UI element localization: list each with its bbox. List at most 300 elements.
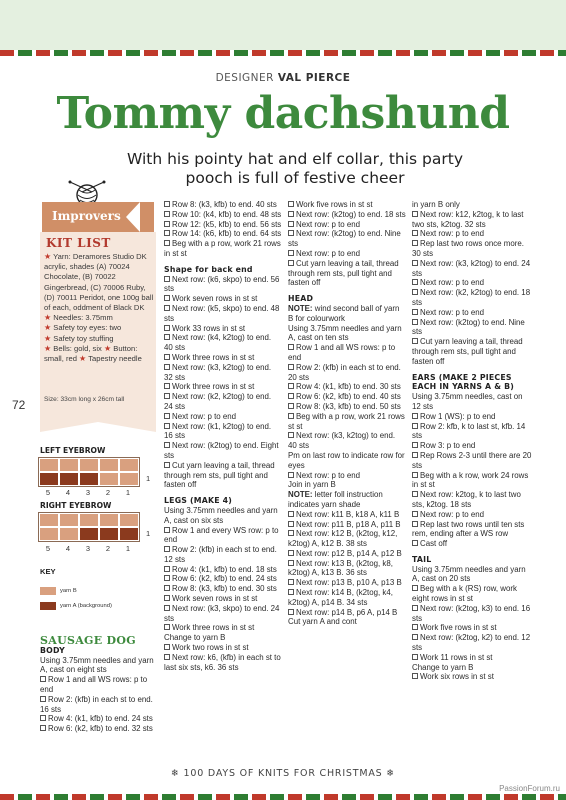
- checkbox-icon: [412, 442, 418, 448]
- checkbox-icon: [164, 276, 170, 282]
- checkbox-icon: [288, 609, 294, 615]
- chart-row-number: 1: [146, 474, 151, 483]
- head-intro: Using 3.75mm needles and yarn A, cast on ten sts: [288, 323, 402, 343]
- checkbox-icon: [412, 585, 418, 591]
- right-eyebrow-chart: [38, 512, 140, 542]
- tail-intro: Using 3.75mm needles and yarn A, cast on 20 sts: [412, 564, 526, 584]
- instruction-row: [412, 633, 532, 653]
- chart-cell: [99, 472, 119, 486]
- checkbox-icon: [288, 521, 294, 527]
- checkbox-icon: [164, 354, 170, 360]
- instruction-row: [412, 318, 532, 338]
- instruction-text: Next row: k13 B, (k2tog, k8, k2tog) A, k13 B. 36 sts: [288, 558, 393, 578]
- checkbox-icon: [164, 462, 170, 468]
- instruction-row: [412, 288, 532, 308]
- checkbox-icon: [412, 491, 418, 497]
- instruction-text: Rep last two rows until ten sts rem, ending after a WS row: [412, 519, 525, 539]
- chart-cell: [59, 458, 79, 472]
- designer-name: VAL PIERCE: [277, 72, 351, 84]
- checkbox-icon: [412, 673, 418, 679]
- instruction-text: Work two rows in st st: [172, 643, 249, 653]
- checkbox-icon: [164, 585, 170, 591]
- column-1: [40, 636, 158, 734]
- instruction-row: [164, 653, 282, 673]
- kit-list-title: KIT LIST: [46, 236, 111, 250]
- instruction-text: Beg with a p row, work 21 rows st st: [288, 411, 405, 431]
- note: [288, 490, 406, 510]
- star-icon: ★: [44, 313, 52, 323]
- chart-cell: [39, 458, 59, 472]
- page-number: 72: [12, 398, 26, 412]
- column-number: 5: [45, 488, 51, 497]
- instruction-row: [164, 363, 282, 383]
- legs-change: Change to yarn B: [164, 633, 226, 643]
- instruction-text: Cast off: [420, 539, 448, 549]
- instruction-text: Next row: (k3, skpo) to end. 24 sts: [164, 603, 280, 623]
- head-heading: HEAD: [288, 294, 314, 304]
- instruction-text: Next row: (k3, k2tog) to end. 40 sts: [288, 431, 396, 451]
- join-line: Join in yarn B: [288, 480, 336, 490]
- note-label: NOTE:: [288, 303, 313, 313]
- checkbox-icon: [164, 305, 170, 311]
- checkbox-icon: [412, 319, 418, 325]
- checkbox-icon: [40, 696, 46, 702]
- checkbox-icon: [288, 511, 294, 517]
- chart-cell: [119, 513, 139, 527]
- instruction-text: Cut yarn leaving a tail, thread through rem sts, pull tight and fasten off: [164, 460, 275, 490]
- instruction-text: Cut yarn leaving a tail, thread through rem sts, pull tight and fasten off: [412, 337, 523, 366]
- checkbox-icon: [412, 279, 418, 285]
- instruction-text: Beg with a k row, work 24 rows in st st: [412, 470, 529, 490]
- instruction-text: Next row: p to end: [420, 278, 485, 288]
- column-number: 5: [45, 544, 51, 553]
- instruction-row: [412, 210, 532, 230]
- checkbox-icon: [412, 211, 418, 217]
- instruction-text: Work five rows in st st: [420, 623, 497, 633]
- column-4: [412, 200, 532, 682]
- checkbox-icon: [288, 383, 294, 389]
- instruction-text: Next row: p to end: [296, 248, 361, 258]
- instruction-row: [164, 382, 282, 392]
- instruction-text: Work six rows in st st: [420, 672, 494, 682]
- chart-cell: [99, 458, 119, 472]
- chart-row-number: 1: [146, 529, 151, 538]
- footer-title: ❄ 100 DAYS OF KNITS FOR CHRISTMAS ❄: [170, 768, 396, 779]
- instruction-text: Work seven rows in st st: [172, 294, 258, 304]
- checkbox-icon: [164, 654, 170, 660]
- chart-cell: [99, 513, 119, 527]
- chart-cell: [39, 472, 59, 486]
- instruction-text: Row 3: p to end: [420, 441, 476, 451]
- checkbox-icon: [288, 221, 294, 227]
- page-title: Tommy dachshund: [56, 88, 510, 139]
- instruction-row: [412, 584, 532, 604]
- instruction-row: [412, 604, 532, 624]
- chart-cell: [99, 527, 119, 541]
- star-icon: ★: [44, 343, 52, 353]
- checkbox-icon: [412, 624, 418, 630]
- note-text: letter foll instruction indicates yarn shade: [288, 490, 383, 509]
- instruction-text: Work three rows in st st: [172, 382, 255, 392]
- instruction-row: [288, 431, 406, 451]
- instruction-text: Next row: p to end: [172, 411, 237, 421]
- checkbox-icon: [412, 540, 418, 546]
- instruction-text: Next row: (k2tog, k3) to end. 16 sts: [412, 603, 531, 623]
- chart-cell: [39, 513, 59, 527]
- instruction-row: [288, 412, 406, 432]
- top-dashed-border: [0, 50, 566, 56]
- instruction-row: [164, 333, 282, 353]
- kit-item: ★ Needles: 3.75mm: [44, 313, 113, 323]
- checkbox-icon: [164, 413, 170, 419]
- checkbox-icon: [164, 527, 170, 533]
- checkbox-icon: [412, 521, 418, 527]
- instruction-row: [288, 520, 406, 530]
- instruction-row: [164, 422, 282, 442]
- chart-cell: [59, 527, 79, 541]
- instruction-text: Row 2: (kfb) in each st to end. 20 sts: [288, 362, 401, 382]
- instruction-row: [412, 229, 532, 239]
- checkbox-icon: [164, 325, 170, 331]
- checkbox-icon: [288, 260, 294, 266]
- instruction-text: Next row: (k2, k2tog) to end. 24 sts: [164, 392, 272, 411]
- checkbox-icon: [288, 589, 294, 595]
- chart-cell: [119, 472, 139, 486]
- column-number: 1: [125, 488, 131, 497]
- chart-cell: [79, 472, 99, 486]
- instruction-text: Work 33 rows in st st: [172, 323, 246, 333]
- instruction-row: [164, 643, 282, 653]
- skill-badge-notch: [126, 202, 140, 232]
- checkbox-icon: [288, 560, 294, 566]
- checkbox-icon: [164, 595, 170, 601]
- instruction-row: [412, 337, 532, 366]
- column-number: 4: [65, 488, 71, 497]
- instruction-row: [288, 549, 406, 559]
- checkbox-icon: [288, 201, 294, 207]
- instruction-text: Row 1 (WS): p to end: [420, 411, 496, 421]
- star-icon: ★: [44, 323, 52, 333]
- instruction-text: Next row: k6, (kfb) in each st to last six sts, k6. 36 sts: [164, 652, 281, 672]
- instruction-text: Work 11 rows in st st: [420, 652, 493, 662]
- chart-cell: [79, 458, 99, 472]
- instruction-text: Next row: (k1, k2tog) to end. 16 sts: [164, 421, 272, 441]
- instruction-text: Row 1 and every WS row: p to end: [164, 525, 279, 545]
- key-title: KEY: [40, 567, 56, 576]
- chart-cell: [79, 527, 99, 541]
- instruction-text: Next row: k12 B, (k2tog, k12, k2tog) A, k12 B. 38 sts: [288, 529, 398, 549]
- instruction-row: Row 1 and all WS rows: p to end: [40, 675, 148, 694]
- instruction-row: [164, 275, 282, 295]
- checkbox-icon: [164, 295, 170, 301]
- key-label: yarn A (background): [60, 603, 112, 609]
- column-3: [288, 200, 406, 627]
- instruction-text: Row 8: (k3, kfb) to end. 40 sts: [172, 200, 277, 209]
- checkbox-icon: [412, 413, 418, 419]
- instruction-text: Next row: p to end: [296, 219, 361, 229]
- checkbox-icon: [164, 393, 170, 399]
- checkbox-icon: [40, 725, 46, 731]
- instruction-row: [288, 608, 406, 618]
- instruction-text: Row 4: (k1, kfb) to end. 30 sts: [296, 382, 401, 392]
- checkbox-icon: [412, 289, 418, 295]
- instruction-text: Row 10: (k4, kfb) to end. 48 sts: [172, 209, 282, 219]
- instruction-row: [164, 441, 282, 461]
- instruction-text: Next row: (k2, k2tog) to end. 18 sts: [412, 288, 531, 307]
- body-heading: BODY: [40, 645, 65, 655]
- checkbox-icon: [412, 511, 418, 517]
- checkbox-icon: [164, 575, 170, 581]
- instruction-row: [412, 653, 532, 663]
- ears-intro: Using 3.75mm needles, cast on 12 sts: [412, 392, 523, 411]
- instruction-row: [164, 461, 282, 490]
- instruction-row: [412, 441, 532, 451]
- instruction-row: [288, 471, 406, 481]
- checkbox-icon: [164, 230, 170, 236]
- skill-badge-label: Improvers: [52, 209, 121, 223]
- instruction-text: Next row: p to end: [296, 470, 361, 480]
- instruction-row: [164, 324, 282, 334]
- instruction-row: [164, 200, 282, 210]
- instruction-row: [164, 210, 282, 220]
- checkbox-icon: [288, 432, 294, 438]
- checkbox-icon: [288, 211, 294, 217]
- column-number: 4: [65, 544, 71, 553]
- key-label: yarn B: [60, 588, 77, 594]
- checkbox-icon: [40, 715, 46, 721]
- instruction-text: Next row: (k2tog, k2) to end. 12 sts: [412, 633, 531, 653]
- instruction-text: Next row: (k4, k2tog) to end. 40 sts: [164, 333, 272, 353]
- checkbox-icon: [164, 442, 170, 448]
- chart-cell: [79, 513, 99, 527]
- instruction-row: [164, 304, 282, 324]
- instruction-row: [288, 259, 406, 288]
- instruction-row: [288, 588, 406, 608]
- checkbox-icon: [412, 423, 418, 429]
- top-band: [0, 0, 566, 50]
- instruction-row: [288, 220, 406, 230]
- checkbox-icon: [164, 423, 170, 429]
- left-eyebrow-column-numbers: [38, 488, 138, 497]
- instruction-row: [164, 574, 282, 584]
- finished-size: Size: 33cm long x 26cm tall: [44, 396, 125, 403]
- instruction-text: Next row: (k2tog) to end. 18 sts: [296, 209, 406, 219]
- instruction-text: Next row: p to end: [420, 229, 485, 239]
- kit-item: ★ Safety toy stuffing: [44, 333, 114, 343]
- checkbox-icon: [164, 240, 170, 246]
- checkbox-icon: [164, 211, 170, 217]
- instruction-row: Row 2: (kfb) in each st to end. 16 sts: [40, 694, 153, 714]
- star-icon: ★: [44, 333, 52, 343]
- instruction-row: [288, 392, 406, 402]
- checkbox-icon: [288, 403, 294, 409]
- instruction-row: [412, 539, 532, 549]
- instruction-text: Next row: (k5, skpo) to end. 48 sts: [164, 303, 280, 323]
- col4-intro: in yarn B only: [412, 200, 460, 209]
- instruction-row: [412, 672, 532, 682]
- instruction-row: [412, 623, 532, 633]
- instruction-text: Row 6: (k2, kfb) to end. 24 sts: [172, 574, 277, 584]
- instruction-row: [288, 343, 406, 363]
- instruction-row: [164, 623, 282, 633]
- instruction-text: Row 1 and all WS rows: p to end: [288, 343, 396, 362]
- instruction-row: [288, 402, 406, 412]
- body-intro: Using 3.75mm needles and yarn A, cast on eight sts: [40, 655, 154, 675]
- checkbox-icon: [164, 221, 170, 227]
- tail-heading: TAIL: [412, 554, 432, 564]
- instruction-text: Next row: p14 B, p6 A, p14 B: [296, 607, 398, 617]
- checkbox-icon: [288, 472, 294, 478]
- column-number: 2: [105, 544, 111, 553]
- instruction-row: Row 4: (k1, kfb) to end. 24 sts: [40, 714, 158, 724]
- designer-prefix: DESIGNER: [215, 72, 274, 84]
- instruction-text: Next row: p to end: [420, 509, 485, 519]
- chart-cell: [59, 513, 79, 527]
- checkbox-icon: [412, 260, 418, 266]
- column-number: 1: [125, 544, 131, 553]
- left-eyebrow-chart: [38, 457, 140, 487]
- instruction-text: Row 6: (k2, kfb) to end. 40 sts: [296, 392, 401, 402]
- kit-list: [44, 252, 154, 364]
- instruction-row: [412, 278, 532, 288]
- instruction-row: [288, 578, 406, 588]
- checkbox-icon: [40, 676, 46, 682]
- star-icon: ★: [44, 252, 52, 261]
- instruction-text: Next row: k11 B, k18 A, k11 B: [296, 509, 400, 519]
- instruction-text: Next row: k12, k2tog, k to last two sts, k2tog. 32 sts: [412, 209, 524, 229]
- shape-heading: Shape for back end: [164, 264, 253, 274]
- instruction-text: Next row: k2tog, k to last two sts, k2tog. 18 sts: [412, 490, 521, 509]
- instruction-row: [164, 239, 282, 259]
- instruction-text: Work three rows in st st: [172, 352, 255, 362]
- checkbox-icon: [412, 309, 418, 315]
- checkbox-icon: [412, 605, 418, 611]
- instruction-text: Next row: p13 B, p10 A, p13 B: [296, 578, 402, 588]
- instruction-row: [412, 471, 532, 491]
- instruction-text: Beg with a k (RS) row, work eight rows in st st: [412, 584, 517, 604]
- ears-heading: EARS (MAKE 2 PIECES EACH IN YARNS A & B): [412, 372, 515, 392]
- instruction-row: [164, 565, 282, 575]
- instruction-row: [164, 545, 282, 565]
- kit-list-box-tail: [40, 422, 156, 432]
- instruction-text: Next row: k14 B, (k2tog, k4, k2tog) A, p14 B. 34 sts: [288, 588, 393, 607]
- instruction-row: [412, 520, 532, 540]
- checkbox-icon: [288, 230, 294, 236]
- checkbox-icon: [288, 530, 294, 536]
- instruction-text: Next row: (k3, k2tog) to end. 24 sts: [412, 258, 531, 278]
- instruction-row: [412, 510, 532, 520]
- instruction-row: [412, 239, 532, 259]
- instruction-row: [288, 559, 406, 579]
- instruction-text: Row 8: (k3, kfb) to end. 50 sts: [296, 401, 401, 411]
- column-2: [164, 200, 282, 672]
- checkbox-icon: [164, 624, 170, 630]
- instruction-text: Row 2: (kfb) in each st to end. 12 sts: [164, 545, 277, 564]
- instruction-text: Rep Rows 2-3 until there are 20 sts: [412, 450, 532, 470]
- checkbox-icon: [288, 393, 294, 399]
- instruction-text: Row 8: (k3, kfb) to end. 30 sts: [172, 584, 277, 594]
- checkbox-icon: [412, 472, 418, 478]
- instruction-text: Work three rows in st st: [172, 623, 255, 633]
- instruction-text: Cut yarn leaving a tail, thread through rem sts, pull tight and fasten off: [288, 258, 399, 288]
- instruction-row: [164, 584, 282, 594]
- checkbox-icon: [412, 452, 418, 458]
- instruction-row: [288, 249, 406, 259]
- instruction-text: Row 4: (k1, kfb) to end. 18 sts: [172, 564, 277, 574]
- instruction-row: [164, 526, 282, 546]
- instruction-row: [288, 363, 406, 383]
- instruction-text: Row 2: kfb, k to last st, kfb. 14 sts: [412, 421, 526, 441]
- bottom-dashed-border: [0, 794, 566, 800]
- instruction-text: Next row: p11 B, p18 A, p11 B: [296, 519, 401, 529]
- watermark: PassionForum.ru: [499, 784, 560, 793]
- instruction-row: [288, 529, 406, 549]
- instruction-row: [164, 604, 282, 624]
- instruction-text: Rep last two rows once more. 30 sts: [412, 239, 524, 258]
- column-number: 2: [105, 488, 111, 497]
- note-label: NOTE:: [288, 490, 313, 500]
- checkbox-icon: [288, 550, 294, 556]
- key-swatch-yarn-a: [40, 602, 56, 610]
- key-swatch-yarn-b: [40, 587, 56, 595]
- cut-line: Cut yarn A and cont: [288, 617, 357, 627]
- instruction-text: Next row: (k2tog) to end. Eight sts: [164, 441, 279, 460]
- instruction-text: Next row: p12 B, p14 A, p12 B: [296, 548, 402, 558]
- instruction-row: [412, 422, 532, 442]
- note: [288, 304, 406, 324]
- instruction-row: [288, 229, 406, 249]
- instruction-text: Next row: (k2tog) to end. Nine sts: [288, 229, 401, 249]
- instruction-row: [164, 392, 282, 412]
- checkbox-icon: [164, 383, 170, 389]
- checkbox-icon: [412, 654, 418, 660]
- place-marker-line: Pm on last row to indicate row for eyes: [288, 450, 405, 470]
- checkbox-icon: [412, 338, 418, 344]
- column-number: 3: [85, 488, 91, 497]
- instruction-text: Next row: (k6, skpo) to end. 56 sts: [164, 274, 280, 294]
- checkbox-icon: [164, 546, 170, 552]
- checkbox-icon: [288, 344, 294, 350]
- checkbox-icon: [288, 579, 294, 585]
- checkbox-icon: [412, 240, 418, 246]
- right-eyebrow-column-numbers: [38, 544, 138, 553]
- instruction-text: Beg with a p row, work 21 rows in st st: [164, 239, 281, 258]
- chart-cell: [119, 458, 139, 472]
- instruction-row: [288, 210, 406, 220]
- chart-cell: [39, 527, 59, 541]
- instruction-row: [412, 308, 532, 318]
- instruction-row: [164, 353, 282, 363]
- instruction-row: [164, 229, 282, 239]
- instruction-row: [164, 594, 282, 604]
- left-eyebrow-title: LEFT EYEBROW: [40, 446, 106, 455]
- checkbox-icon: [164, 334, 170, 340]
- legs-intro: Using 3.75mm needles and yarn A, cast on six sts: [164, 505, 278, 525]
- right-eyebrow-title: RIGHT EYEBROW: [40, 501, 112, 510]
- note-text: wind second ball of yarn B for colourwork: [288, 303, 400, 323]
- instruction-row: [164, 294, 282, 304]
- checkbox-icon: [288, 364, 294, 370]
- instruction-row: [288, 510, 406, 520]
- instruction-row: [412, 451, 532, 471]
- star-icon: ★: [103, 343, 112, 353]
- instruction-row: [412, 412, 532, 422]
- instruction-text: Work five rows in st st: [296, 200, 373, 209]
- instruction-text: Next row: (k2tog) to end. Nine sts: [412, 317, 525, 337]
- checkbox-icon: [164, 644, 170, 650]
- checkbox-icon: [164, 566, 170, 572]
- page-subtitle: With his pointy hat and elf collar, this party pooch is full of festive cheer: [126, 150, 464, 187]
